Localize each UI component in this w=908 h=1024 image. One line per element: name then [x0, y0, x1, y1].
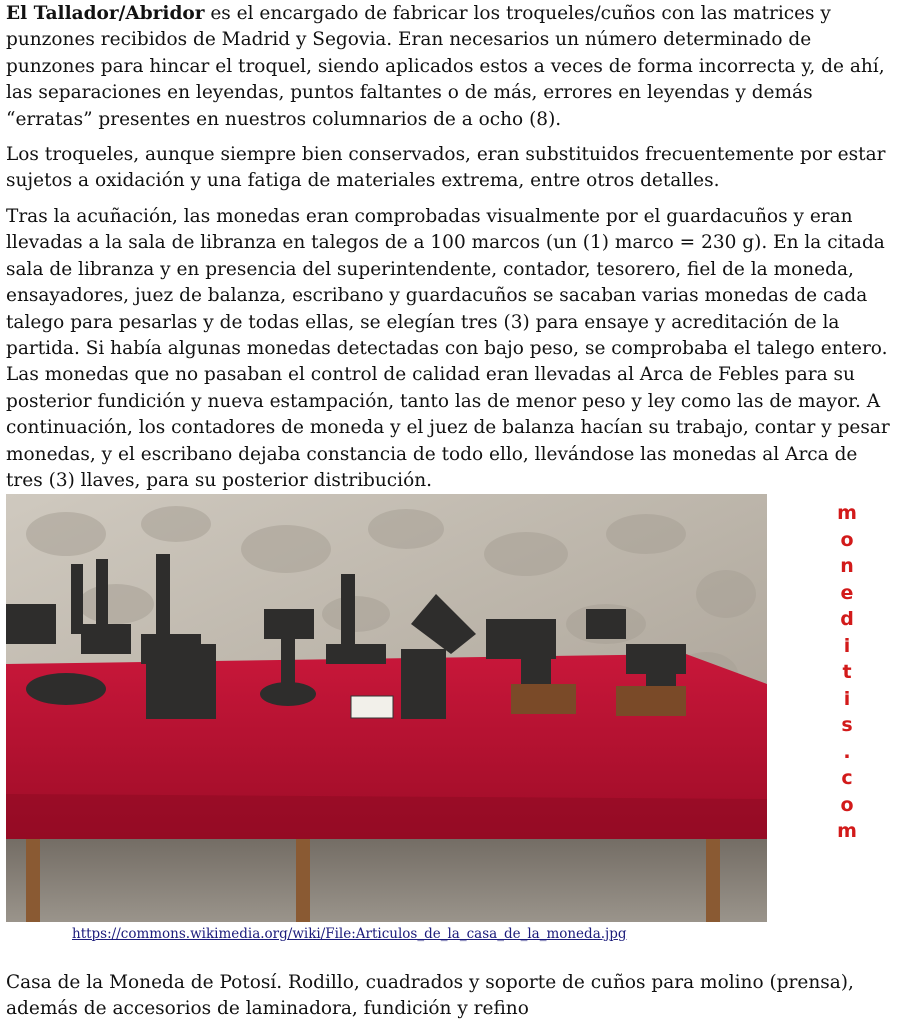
watermark-letter: o: [840, 528, 854, 551]
watermark-letter: e: [840, 581, 854, 604]
watermark-letter: n: [840, 555, 854, 577]
watermark-letter: s: [841, 714, 853, 736]
museum-placard: [351, 696, 393, 718]
watermark-letter: o: [840, 793, 854, 816]
watermark-letter: .: [843, 740, 851, 763]
watermark-letter: m: [837, 502, 857, 524]
watermark-letter: m: [837, 820, 857, 842]
photo-caption: Casa de la Moneda de Potosí. Rodillo, cuadrados y soporte de cuños para molino (prensa), además de accesorios de laminadora, fundición y refino: [6, 972, 854, 1020]
term-tallador: El Tallador/Abridor: [6, 3, 205, 24]
watermark-letter: d: [840, 608, 854, 630]
paragraph-troqueles: Los troqueles, aunque siempre bien conservados, eran substituidos frecuentemente por estar sujetos a oxidación y una fatiga de materiales extrema, entre otros detalles.: [6, 144, 886, 192]
watermark-letter: i: [843, 687, 851, 710]
paragraph-tallador-text: es el encargado de fabricar los troqueles/cuños con las matrices y punzones recibidos de Madrid y Segovia. Eran necesarios un número determinado de punzones para hincar el troquel, siendo aplicados estos a veces de forma incorrecta y, de ahí, las separaciones en leyendas, puntos faltantes o de más, errores en leyendas y demás “erratas” presentes en nuestros columnarios de a ocho (8).: [6, 3, 885, 130]
photo-illustration: [6, 494, 767, 922]
image-source-link[interactable]: https://commons.wikimedia.org/wiki/File:Articulos_de_la_casa_de_la_moneda.jpg: [72, 926, 627, 942]
watermark-letter: i: [843, 634, 851, 657]
museum-tools-photo: [6, 494, 767, 922]
paragraph-tallador: [6, 1, 896, 133]
watermark-letter: t: [842, 661, 852, 683]
paragraph-acunacion: Tras la acuñación, las monedas eran comprobadas visualmente por el guardacuños y eran llevadas a la sala de libranza en talegos de a 100 marcos (un (1) marco = 230 g). En la citada sala de libranza y en presencia del superintendente, contador, tesorero, fiel de la moneda, ensayadores, juez de balanza, escribano y guardacuños se sacaban varias monedas de cada talego para pesarlas y de todas ellas, se elegían tres (3) para ensaye y acreditación de la partida. Si había algunas monedas detectadas con bajo peso, se comprobaba el talego entero. Las monedas que no pasaban el control de calidad eran llevadas al Arca de Febles para su posterior fundición y nueva estampación, tanto las de menor peso y ley como las de mayor. A continuación, los contadores de moneda y el juez de balanza hacían su trabajo, contar y pesar monedas, y el escribano dejaba constancia de todo ello, llevándose las monedas al Arca de tres (3) llaves, para su posterior distribución.: [6, 206, 890, 492]
monediti-watermark: [834, 500, 860, 845]
watermark-letter: c: [841, 767, 853, 789]
